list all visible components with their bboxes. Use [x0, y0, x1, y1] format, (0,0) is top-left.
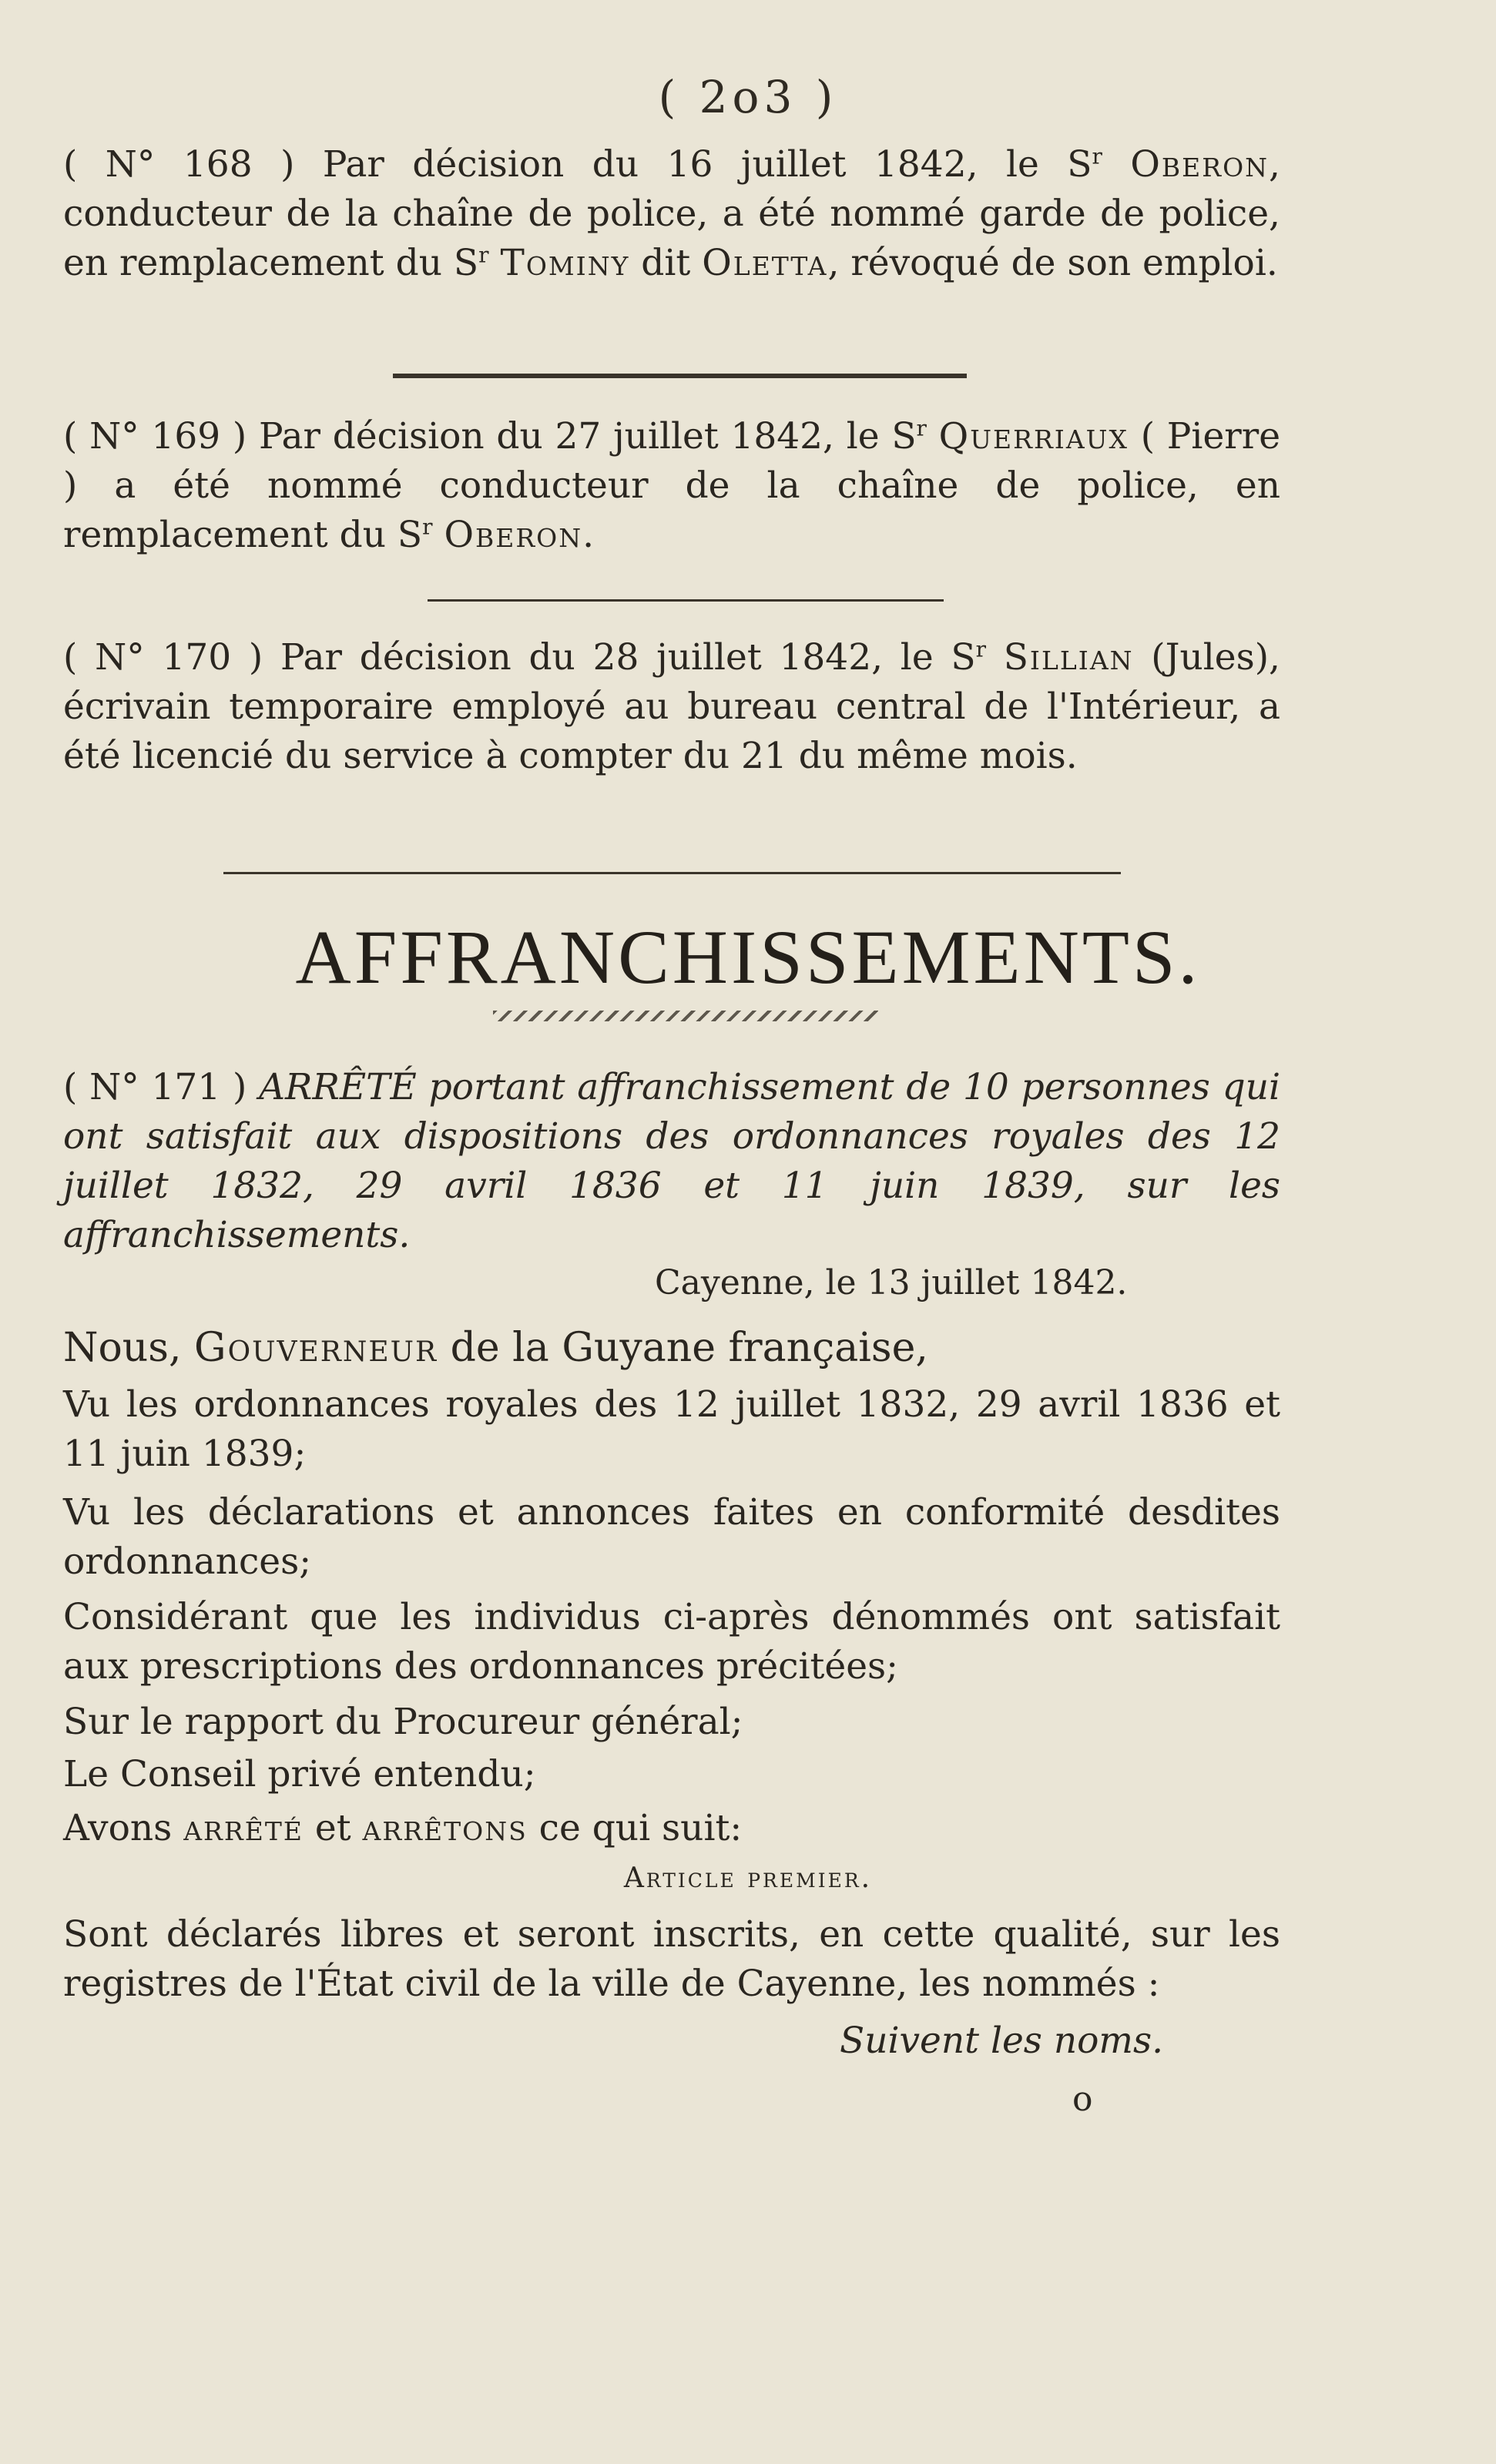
person-name: Sillian	[1003, 636, 1134, 679]
dateline: Cayenne, le 13 juillet 1842.	[655, 1263, 1128, 1302]
entry-text: .	[582, 514, 595, 556]
superscript: r	[1092, 143, 1102, 169]
avons-text: Avons	[63, 1807, 184, 1849]
entry-text: Par décision du 28 juillet 1842, le S	[280, 636, 976, 679]
entry-168	[63, 140, 1280, 288]
separator-rule	[428, 599, 944, 602]
sur-le-rapport: Sur le rapport du Procureur général;	[63, 1701, 743, 1743]
separator-rule	[393, 374, 967, 378]
entry-169	[63, 412, 1280, 560]
entry-text: Par décision du 16 juillet 1842, le S	[322, 143, 1092, 186]
entry-text: (Jules), écrivain temporaire employé au bureau central de l'Intérieur, a été licencié du service à compter du 21 du même mois.	[63, 636, 1280, 777]
superscript: r	[916, 415, 927, 441]
person-name: Querriaux	[938, 415, 1129, 458]
page-number: ( 2o3 )	[658, 71, 838, 123]
conseil-prive: Le Conseil privé entendu;	[63, 1753, 536, 1795]
avons-line	[63, 1804, 1280, 1853]
arrete-title	[63, 1063, 1280, 1260]
superscript: r	[975, 636, 986, 662]
vu-declarations: Vu les déclarations et annonces faites en conformité desdites ordonnances;	[63, 1491, 1280, 1583]
ornament-rule	[493, 1011, 878, 1021]
section-heading: AFFRANCHISSEMENTS.	[295, 914, 1201, 1000]
entry-number: ( N° 168 )	[63, 143, 295, 186]
entry-170	[63, 633, 1280, 781]
entry-number: ( N° 171 )	[63, 1066, 247, 1108]
section-rule	[223, 872, 1121, 874]
arrete-word: arrêté	[183, 1807, 304, 1849]
title-gouverneur: Gouverneur	[194, 1325, 438, 1371]
considerant: Considérant que les individus ci-après dénommés ont satisfait aux prescriptions des ordonnances précitées;	[63, 1596, 1280, 1688]
end-mark: o	[1072, 2080, 1093, 2119]
person-name: Oberon	[444, 514, 583, 556]
nous-text: de la Guyane française,	[438, 1325, 928, 1371]
entry-text: Par décision du 27 juillet 1842, le S	[258, 415, 917, 458]
entry-text: ( Pierre ) a été nommé conducteur de la chaîne de police, en remplacement du S	[63, 415, 1281, 556]
nous-line	[63, 1323, 1280, 1373]
avons-text: ce qui suit:	[527, 1807, 743, 1849]
person-name: Oberon	[1130, 143, 1270, 186]
avons-text: et	[303, 1807, 363, 1849]
superscript: r	[422, 514, 433, 540]
entry-text: dit	[629, 242, 703, 284]
article-text: Sont déclarés libres et seront inscrits, en cette qualité, sur les registres de l'État civil de la ville de Cayenne, les nommés :	[63, 1913, 1280, 2005]
entry-text: , révoqué de son emploi.	[827, 242, 1278, 284]
article-heading: Article premier.	[623, 1862, 873, 1894]
entry-text: , conducteur de la chaîne de police, a été nommé garde de police, en remplacement du S	[63, 143, 1280, 284]
superscript: r	[478, 242, 489, 268]
entry-number: ( N° 170 )	[63, 636, 263, 679]
suivent-les-noms: Suivent les noms.	[840, 2020, 1164, 2062]
entry-number: ( N° 169 )	[63, 415, 247, 458]
arretons-word: arrêtons	[362, 1807, 528, 1849]
nous-text: Nous,	[63, 1325, 195, 1371]
person-name: Oletta	[702, 242, 828, 284]
person-name: Tominy	[500, 242, 630, 284]
arrete-title-text: ARRÊTÉ portant affranchissement de 10 personnes qui ont satisfait aux dispositions des ordonnances royales des 12 juillet 1832, 29 avril 1836 et 11 juin 1839, sur les affranchissements.	[63, 1066, 1280, 1256]
vu-ordonnances: Vu les ordonnances royales des 12 juillet 1832, 29 avril 1836 et 11 juin 1839;	[63, 1383, 1280, 1475]
